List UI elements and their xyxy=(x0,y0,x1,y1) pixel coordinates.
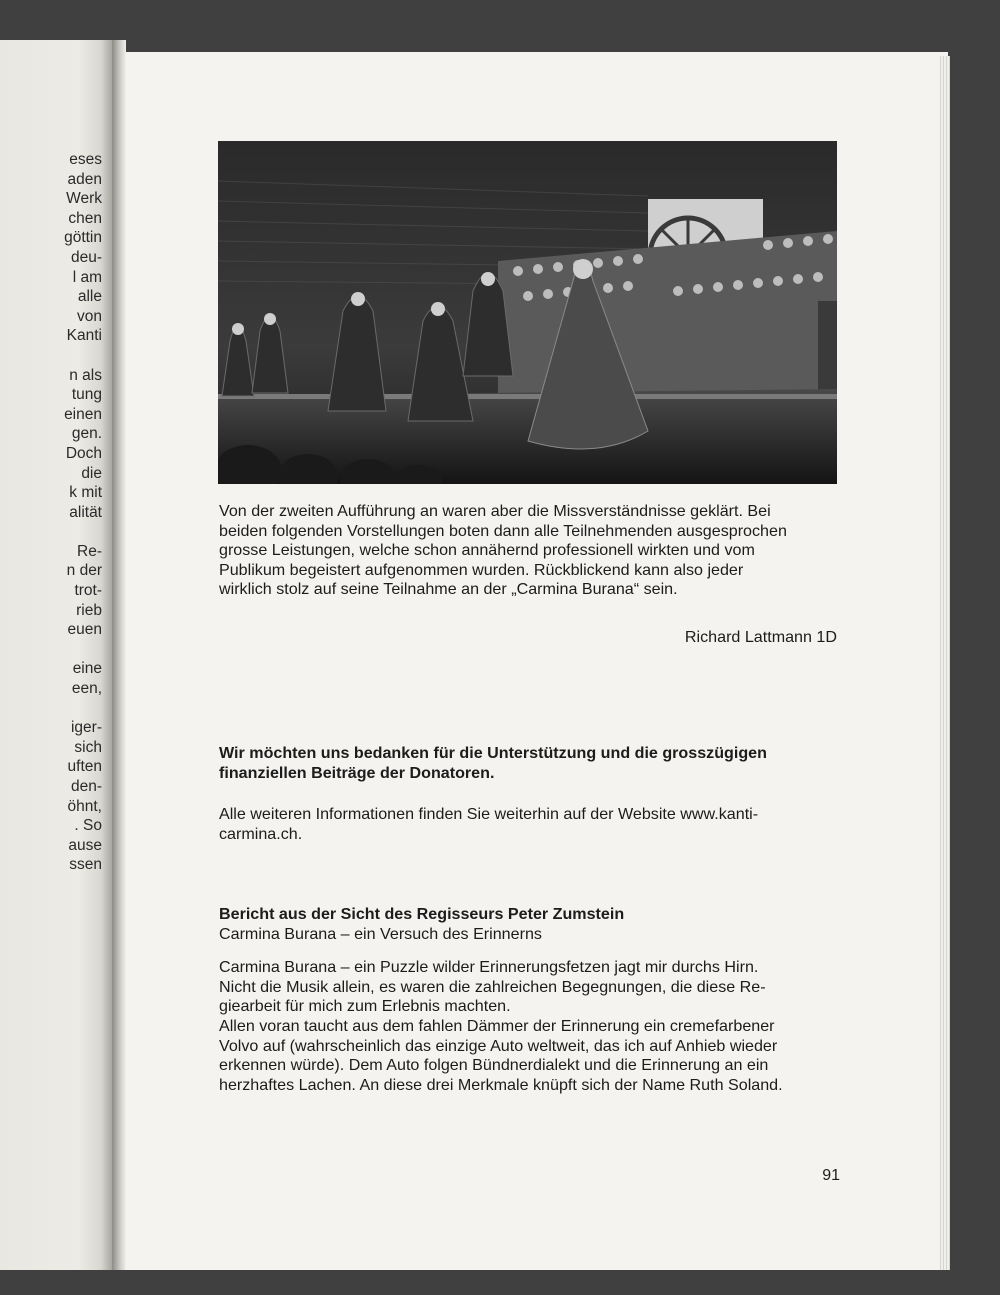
left-line: gen. xyxy=(71,425,102,443)
left-page-text xyxy=(64,150,102,875)
left-line: een, xyxy=(71,680,102,698)
text-line: grosse Leistungen, welche schon annähernd professionell wirkten und vom xyxy=(219,541,755,560)
page-number: 91 xyxy=(822,1167,840,1184)
author-signature: Richard Lattmann 1D xyxy=(684,628,837,646)
left-line: n als xyxy=(69,366,102,384)
stage-photo xyxy=(218,141,837,484)
left-line: aden xyxy=(67,170,102,188)
left-line: Kanti xyxy=(66,327,102,345)
left-line: deu- xyxy=(70,248,102,266)
text-line: carmina.ch. xyxy=(219,824,303,843)
left-line: Re- xyxy=(77,542,102,560)
left-line: . So xyxy=(74,817,102,835)
text-line: Nicht die Musik allein, es waren die zahlreichen Begegnungen, die diese Re- xyxy=(219,977,766,996)
thanks-paragraph xyxy=(219,744,837,783)
left-line: alität xyxy=(69,503,102,521)
text-line: erkennen würde). Dem Auto folgen Bündnerdialekt und die Erinnerung an ein xyxy=(219,1056,769,1075)
left-line: einen xyxy=(64,405,102,423)
left-line: Doch xyxy=(65,444,102,462)
left-line: die xyxy=(81,464,102,482)
left-line: ssen xyxy=(69,856,102,874)
left-line: rieb xyxy=(76,601,102,619)
report-subheading: Carmina Burana – ein Versuch des Erinnerns xyxy=(219,924,542,943)
text-line: Von der zweiten Aufführung an waren aber die Missverständnisse geklärt. Bei xyxy=(219,502,771,520)
left-page xyxy=(0,40,112,1270)
left-line: ause xyxy=(68,836,102,854)
left-line: iger- xyxy=(70,719,102,737)
left-line: n der xyxy=(66,562,102,580)
book-gutter xyxy=(112,40,126,1270)
left-line: Werk xyxy=(66,190,102,208)
left-line: tung xyxy=(71,386,102,404)
text-line: beiden folgenden Vorstellungen boten dann alle Teilnehmenden ausgesprochen xyxy=(219,521,787,540)
left-line-gap xyxy=(64,522,102,542)
text-line: Alle weiteren Informationen finden Sie weiterhin auf der Website www.kanti- xyxy=(219,805,759,823)
spacer xyxy=(219,944,837,958)
report-section xyxy=(219,905,837,1095)
left-line: k mit xyxy=(69,484,102,502)
left-line: chen xyxy=(68,209,102,227)
left-line: eine xyxy=(72,660,102,678)
text-line: Wir möchten uns bedanken für die Unterstützung und die grosszügigen xyxy=(219,744,767,762)
info-paragraph xyxy=(219,805,837,844)
left-line: alle xyxy=(77,288,102,306)
left-line: öhnt, xyxy=(67,797,102,815)
left-line: göttin xyxy=(64,229,102,247)
text-line: Publikum begeistert aufgenommen wurden. Rückblickend kann also jeder xyxy=(219,560,744,579)
text-line: giearbeit für mich zum Erlebnis machten. xyxy=(219,997,511,1016)
left-line: eses xyxy=(69,151,102,168)
left-line: den- xyxy=(70,778,102,795)
text-line: finanziellen Beiträge der Donatoren. xyxy=(219,763,495,782)
left-line-gap xyxy=(64,699,102,719)
text-line: wirklich stolz auf seine Teilnahme an der „Carmina Burana“ sein. xyxy=(219,580,678,599)
report-heading: Bericht aus der Sicht des Regisseurs Peter Zumstein xyxy=(219,905,625,923)
left-line-gap xyxy=(64,346,102,366)
left-line: euen xyxy=(67,621,102,639)
text-line: Volvo auf (wahrscheinlich das einzige Auto weltweit, das ich auf Anhieb wieder xyxy=(219,1036,778,1055)
stage-photo-image xyxy=(218,141,837,484)
left-line: sich xyxy=(74,738,102,756)
left-line-gap xyxy=(64,640,102,660)
left-line: von xyxy=(77,307,102,325)
text-line: Allen voran taucht aus dem fahlen Dämmer der Erinnerung ein cremefarbener xyxy=(219,1016,775,1035)
paragraph-performances xyxy=(219,502,837,600)
left-line: l am xyxy=(72,268,102,286)
page-edge xyxy=(940,56,950,1270)
left-line: uften xyxy=(67,758,102,776)
text-line: herzhaftes Lachen. An diese drei Merkmale knüpft sich der Name Ruth Soland. xyxy=(219,1075,783,1094)
left-line: trot- xyxy=(74,582,102,600)
text-line: Carmina Burana – ein Puzzle wilder Erinnerungsfetzen jagt mir durchs Hirn. xyxy=(219,958,759,977)
